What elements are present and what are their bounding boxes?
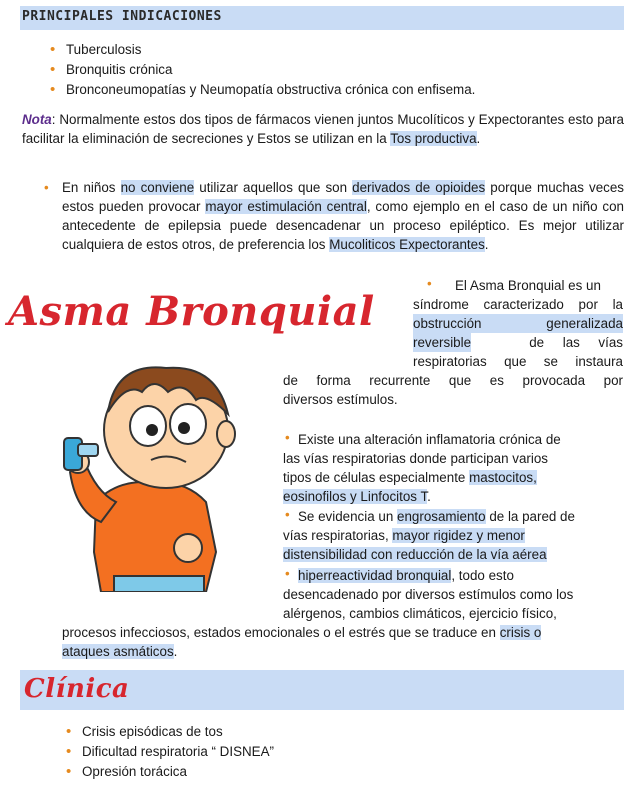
engros-line-1: Se evidencia un engrosamiento de la pared de — [298, 509, 575, 524]
list-item: • Tuberculosis — [46, 40, 606, 60]
asma-line-7: diversos estímulos. — [283, 392, 398, 407]
highlight: Tos productiva — [390, 131, 477, 146]
nota-paragraph: Nota: Normalmente estos dos tipos de fármacos vienen juntos Mucolíticos y Expectorantes esto para facilitar la eliminación de secreciones y Estos se utilizan en la Tos productiva. — [22, 112, 624, 146]
list-item: • Dificultad respiratoria “ DISNEA” — [62, 742, 602, 762]
bullet-icon: • — [285, 507, 290, 522]
highlight: reversible — [413, 335, 472, 350]
bullet-icon: • — [427, 276, 432, 291]
indications-list — [46, 40, 606, 100]
boy-inhaler-illustration — [56, 352, 256, 592]
inflam-line-2: las vías respiratorias donde participan varios — [283, 451, 548, 466]
list-item: • Bronconeumopatías y Neumopatía obstructiva crónica con enfisema. — [46, 80, 606, 100]
hiper-line-4: procesos infecciosos, estados emocionales o el estrés que se traduce en crisis o — [62, 625, 542, 640]
hiper-line-3: alérgenos, cambios climáticos, ejercicio físico, — [283, 606, 557, 621]
bullet-icon: • — [285, 430, 290, 445]
clinica-title: Clínica — [24, 674, 130, 704]
section-title-indicaciones: PRINCIPALES INDICACIONES — [22, 9, 222, 24]
highlight: hiperreactividad bronquial — [298, 568, 452, 583]
highlight: crisis o — [499, 625, 542, 640]
highlight: Mucoliticos Expectorantes — [329, 237, 485, 252]
asma-line-4: reversible de las vías — [413, 335, 623, 350]
children-note: • En niños no conviene utilizar aquellos que son derivados de opioides porque muchas veces estos pueden provocar mayor estimulación central, como ejemplo en el caso de un niño con antecedente de epilepsia puede desencadenar un proceso epiléptico. Es mejor utilizar cualquiera de estos otros, de preferencia los Mucoliticos Expectorantes. — [44, 180, 625, 252]
clinica-list — [62, 722, 602, 782]
list-item: • Opresión torácica — [62, 762, 602, 782]
highlight: mastocitos, — [469, 470, 537, 485]
bullet-icon: • — [44, 180, 49, 195]
highlight: no conviene — [120, 180, 195, 195]
nota-label: Nota — [22, 112, 52, 127]
inflam-line-4: eosinofilos y Linfocitos T. — [283, 489, 431, 504]
highlight: distensibilidad con reducción de la vía aérea — [283, 547, 547, 562]
highlight: mayor rigidez y menor — [392, 528, 525, 543]
asma-line-5: respiratorias que se instaura — [413, 354, 623, 369]
hiper-line-1: hiperreactividad bronquial, todo esto — [298, 568, 514, 583]
asma-line-2: síndrome caracterizado por la — [413, 297, 623, 312]
highlight: mayor estimulación central — [205, 199, 367, 214]
hiper-line-2: desencadenado por diversos estímulos como los — [283, 587, 574, 602]
engros-line-2: vías respiratorias, mayor rigidez y menor — [283, 528, 525, 543]
engros-line-3 — [283, 545, 547, 564]
asma-line-6: de forma recurrente que es provocada por — [283, 373, 623, 388]
inflam-line-3: tipos de células especialmente mastocitos, — [283, 470, 537, 485]
highlight: eosinofilos y Linfocitos T — [283, 489, 428, 504]
highlight: ataques asmáticos — [62, 644, 174, 659]
inflam-line-1: Existe una alteración inflamatoria crónica de — [298, 432, 561, 447]
asma-line-1: El Asma Bronquial es un — [455, 278, 601, 293]
asma-line-3: obstrucción generalizada — [413, 316, 623, 331]
highlight: engrosamiento — [397, 509, 486, 524]
list-item: • Crisis episódicas de tos — [62, 722, 602, 742]
bullet-icon: • — [285, 566, 290, 581]
list-item: • Bronquitis crónica — [46, 60, 606, 80]
asma-title: Asma Bronquial — [8, 288, 375, 335]
highlight: derivados de opioides — [352, 180, 486, 195]
hiper-line-5: ataques asmáticos. — [62, 644, 178, 659]
